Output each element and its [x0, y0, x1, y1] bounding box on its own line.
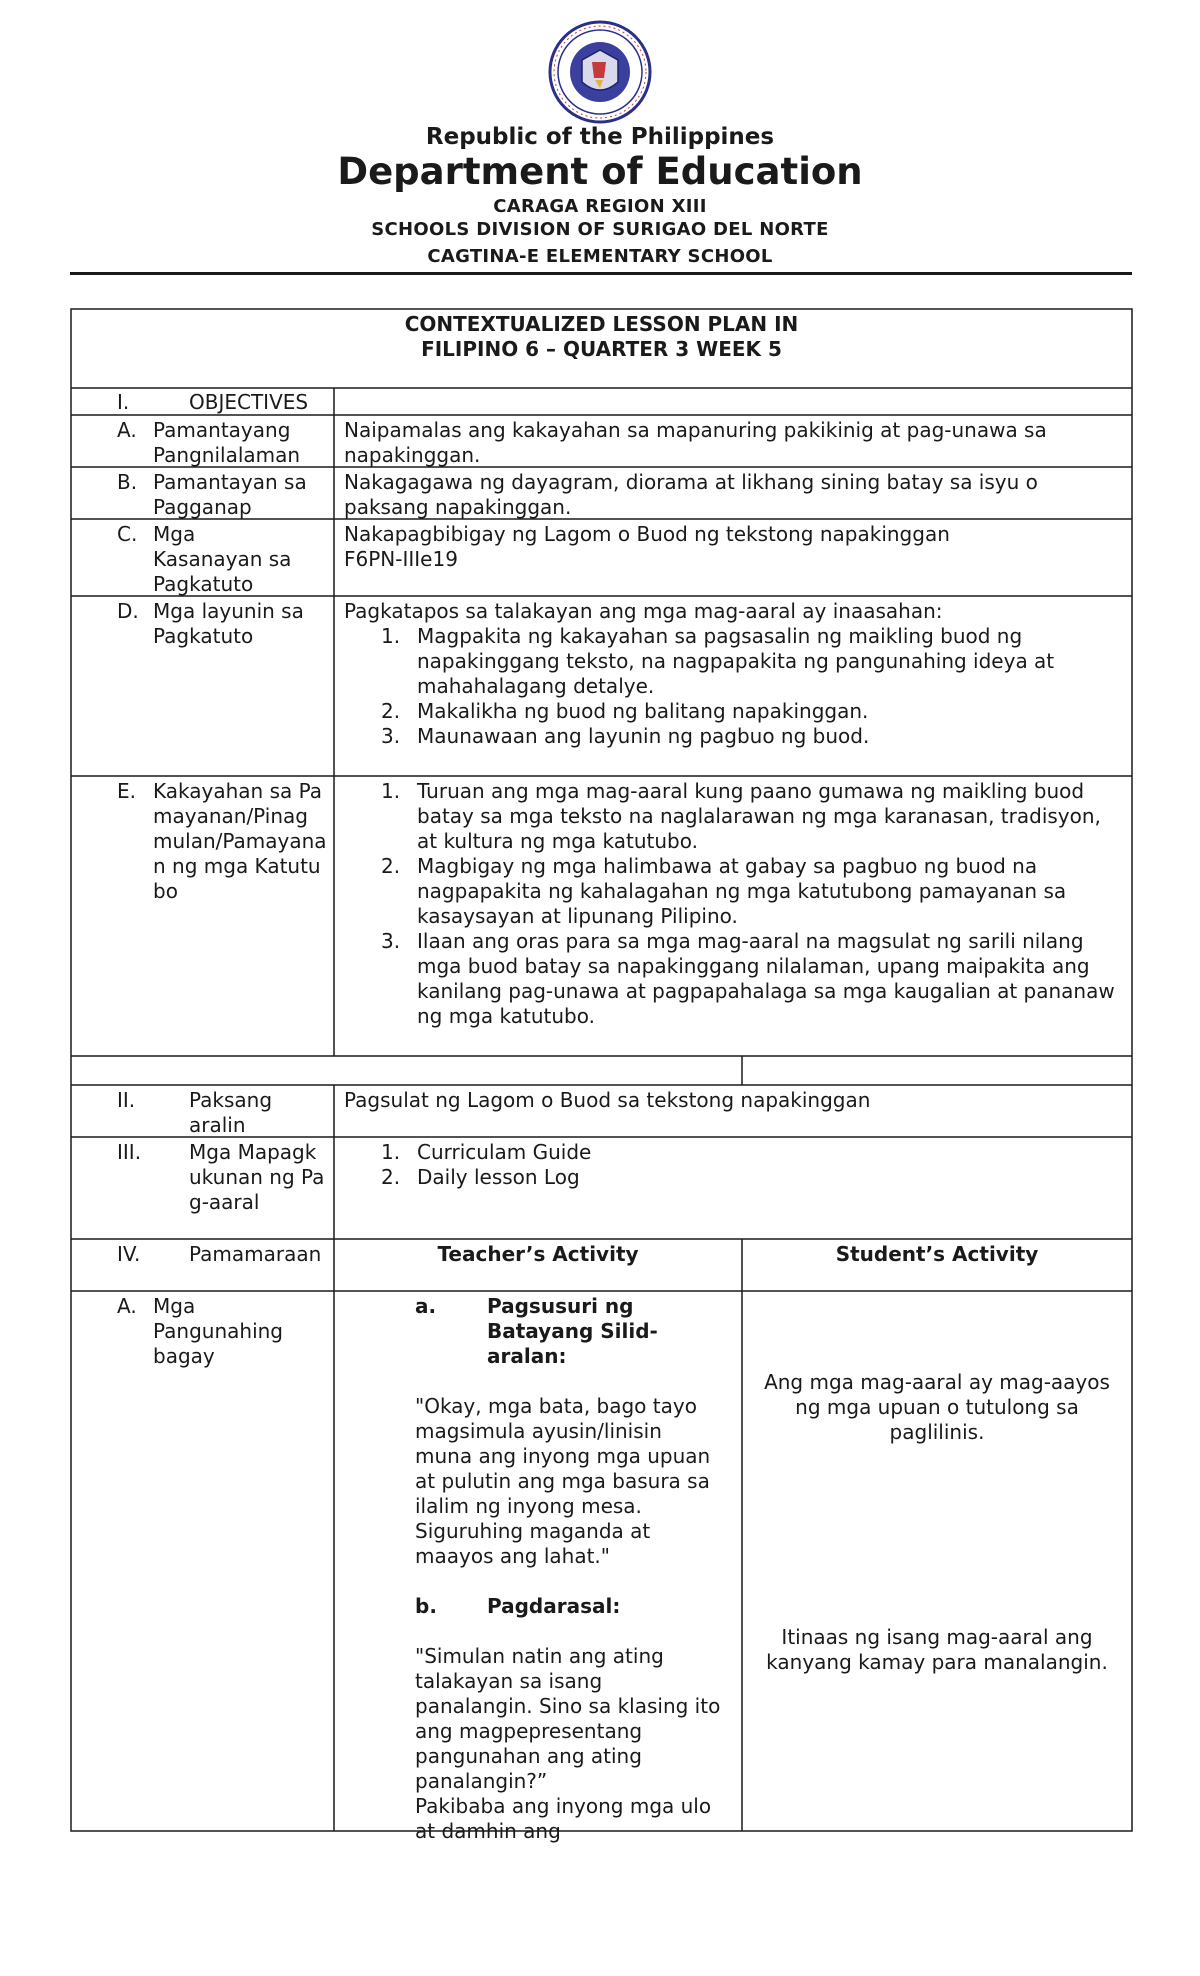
row-label-text: Mga layunin sa Pagkatuto: [153, 599, 304, 648]
objective-row-e-content: [344, 779, 1124, 1029]
school-line: CAGTINA-E ELEMENTARY SCHOOL: [427, 246, 773, 267]
student-response-b: Itinaas ng isang mag-aaral ang kanyang kamay para manalangin.: [766, 1625, 1108, 1674]
row-label-text: Pamantayang Pangnilalaman: [153, 418, 301, 467]
row-letter: E.: [117, 779, 136, 803]
department-line: Department of Education: [337, 150, 863, 193]
republic-line: Republic of the Philippines: [425, 124, 775, 150]
objective-row-b-content: Nakagagawa ng dayagram, diorama at likhang sining batay sa isyu o paksang napakinggan.: [344, 470, 1038, 519]
list-item: 2. Makalikha ng buod ng balitang napakinggan.: [381, 699, 869, 723]
objectives-label: OBJECTIVES: [189, 390, 309, 414]
step-b-quote-continued: Pakibaba ang inyong mga ulo at damhin ang: [415, 1794, 712, 1843]
teacher-activity-heading: Teacher’s Activity: [437, 1242, 639, 1266]
row-label-text: Mga Kasanayan sa Pagkatuto: [153, 522, 292, 596]
kagamitan-label: III. Mga Mapagkukunan ng Pag-aaral: [117, 1140, 325, 1214]
teacher-activity-content: [415, 1294, 725, 1844]
objective-row-c-label: [117, 522, 317, 597]
community-list: [344, 779, 1124, 1029]
pangunahin-label: A. Mga Pangunahing bagay: [117, 1294, 283, 1368]
row-label-text: Kakayahan sa Pamayanan/Pinagmulan/Pamayanan ng mga Katutubo: [153, 779, 327, 903]
objectives-list: [344, 624, 1124, 749]
region-line: CARAGA REGION XIII: [493, 196, 707, 217]
list-item: 3. Maunawaan ang layunin ng pagbuo ng buod.: [381, 724, 870, 748]
objective-row-c-content: [344, 522, 1124, 572]
list-item: 2. Daily lesson Log: [381, 1165, 580, 1189]
pamamaraan-label: IV. Pamamaraan: [117, 1242, 322, 1266]
list-item: 3. Ilaan ang oras para sa mga mag-aaral na magsulat ng sarili nilang mga buod batay sa napakinggang nilalaman, upang maipakita ang kanilang pag-unawa at pagpapahalaga sa mga kaugalian at pananaw ng mga katutubo.: [381, 929, 1115, 1028]
student-response-a: Ang mga mag-aaral ay mag-aayos ng mga upuan o tutulong sa paglilinis.: [764, 1370, 1110, 1444]
paksa-label: II. Paksang aralin: [117, 1088, 273, 1137]
objectives-intro: Pagkatapos sa talakayan ang mga mag-aaral ay inaasahan:: [344, 599, 943, 623]
plan-title: [71, 312, 1132, 362]
list-item: 1. Turuan ang mga mag-aaral kung paano gumawa ng maikling buod batay sa mga teksto na naglalarawan ng mga karanasan, tradisyon, at kultura ng mga katutubo.: [381, 779, 1101, 853]
objective-row-b-label: [117, 470, 327, 520]
objective-row-d-content: [344, 599, 1124, 749]
row-letter: D.: [117, 599, 139, 623]
competency-text: Nakapagbibigay ng Lagom o Buod ng tekstong napakinggan: [344, 522, 950, 546]
list-item: 1. Magpakita ng kakayahan sa pagsasalin ng maikling buod ng napakinggang teksto, na nagpapakita ng pangunahing ideya at mahahalagang detalye.: [381, 624, 1055, 698]
step-a-quote: "Okay, mga bata, bago tayo magsimula ayusin/linisin muna ang inyong mga upuan at pulutin ang mga basura sa ilalim ng inyong mesa. Siguruhing maganda at maayos ang lahat.": [415, 1394, 711, 1568]
objective-row-a-label: [117, 418, 327, 468]
row-letter: B.: [117, 470, 138, 494]
objective-row-a-content: Naipamalas ang kakayahan sa mapanuring pakikinig at pag-unawa sa napakinggan.: [344, 418, 1047, 467]
step-a-heading: a. Pagsusuri ng Batayang Silid-aralan:: [415, 1294, 658, 1368]
list-item: 2. Magbigay ng mga halimbawa at gabay sa pagbuo ng buod na nagpapakita ng kahalagahan ng mga katutubong pamayanan sa kasaysayan at lipunang Pilipino.: [381, 854, 1067, 928]
kagamitan-content: [344, 1140, 1124, 1190]
paksa-content: Pagsulat ng Lagom o Buod sa tekstong napakinggan: [344, 1088, 871, 1112]
objective-row-e-label: [117, 779, 327, 904]
row-label-text: Pamantayan sa Pagganap: [153, 470, 307, 519]
row-letter: C.: [117, 522, 138, 546]
objectives-heading: [117, 390, 332, 415]
step-b-quote: "Simulan natin ang ating talakayan sa isang panalangin. Sino sa klasing ito ang magpepresentang pangunahan ang ating panalangin?”: [415, 1644, 721, 1793]
plan-title-line1: CONTEXTUALIZED LESSON PLAN IN: [404, 312, 799, 336]
objectives-num: I.: [117, 390, 130, 414]
student-activity-heading: Student’s Activity: [835, 1242, 1039, 1266]
plan-title-line2: FILIPINO 6 – QUARTER 3 WEEK 5: [421, 337, 782, 361]
division-line: SCHOOLS DIVISION OF SURIGAO DEL NORTE: [371, 219, 829, 240]
competency-code: F6PN-IIIe19: [344, 547, 458, 571]
list-item: 1. Curriculam Guide: [381, 1140, 592, 1164]
step-b-heading: b. Pagdarasal:: [415, 1594, 621, 1618]
row-letter: A.: [117, 418, 137, 442]
resources-list: [344, 1140, 1124, 1190]
objective-row-d-label: [117, 599, 327, 649]
